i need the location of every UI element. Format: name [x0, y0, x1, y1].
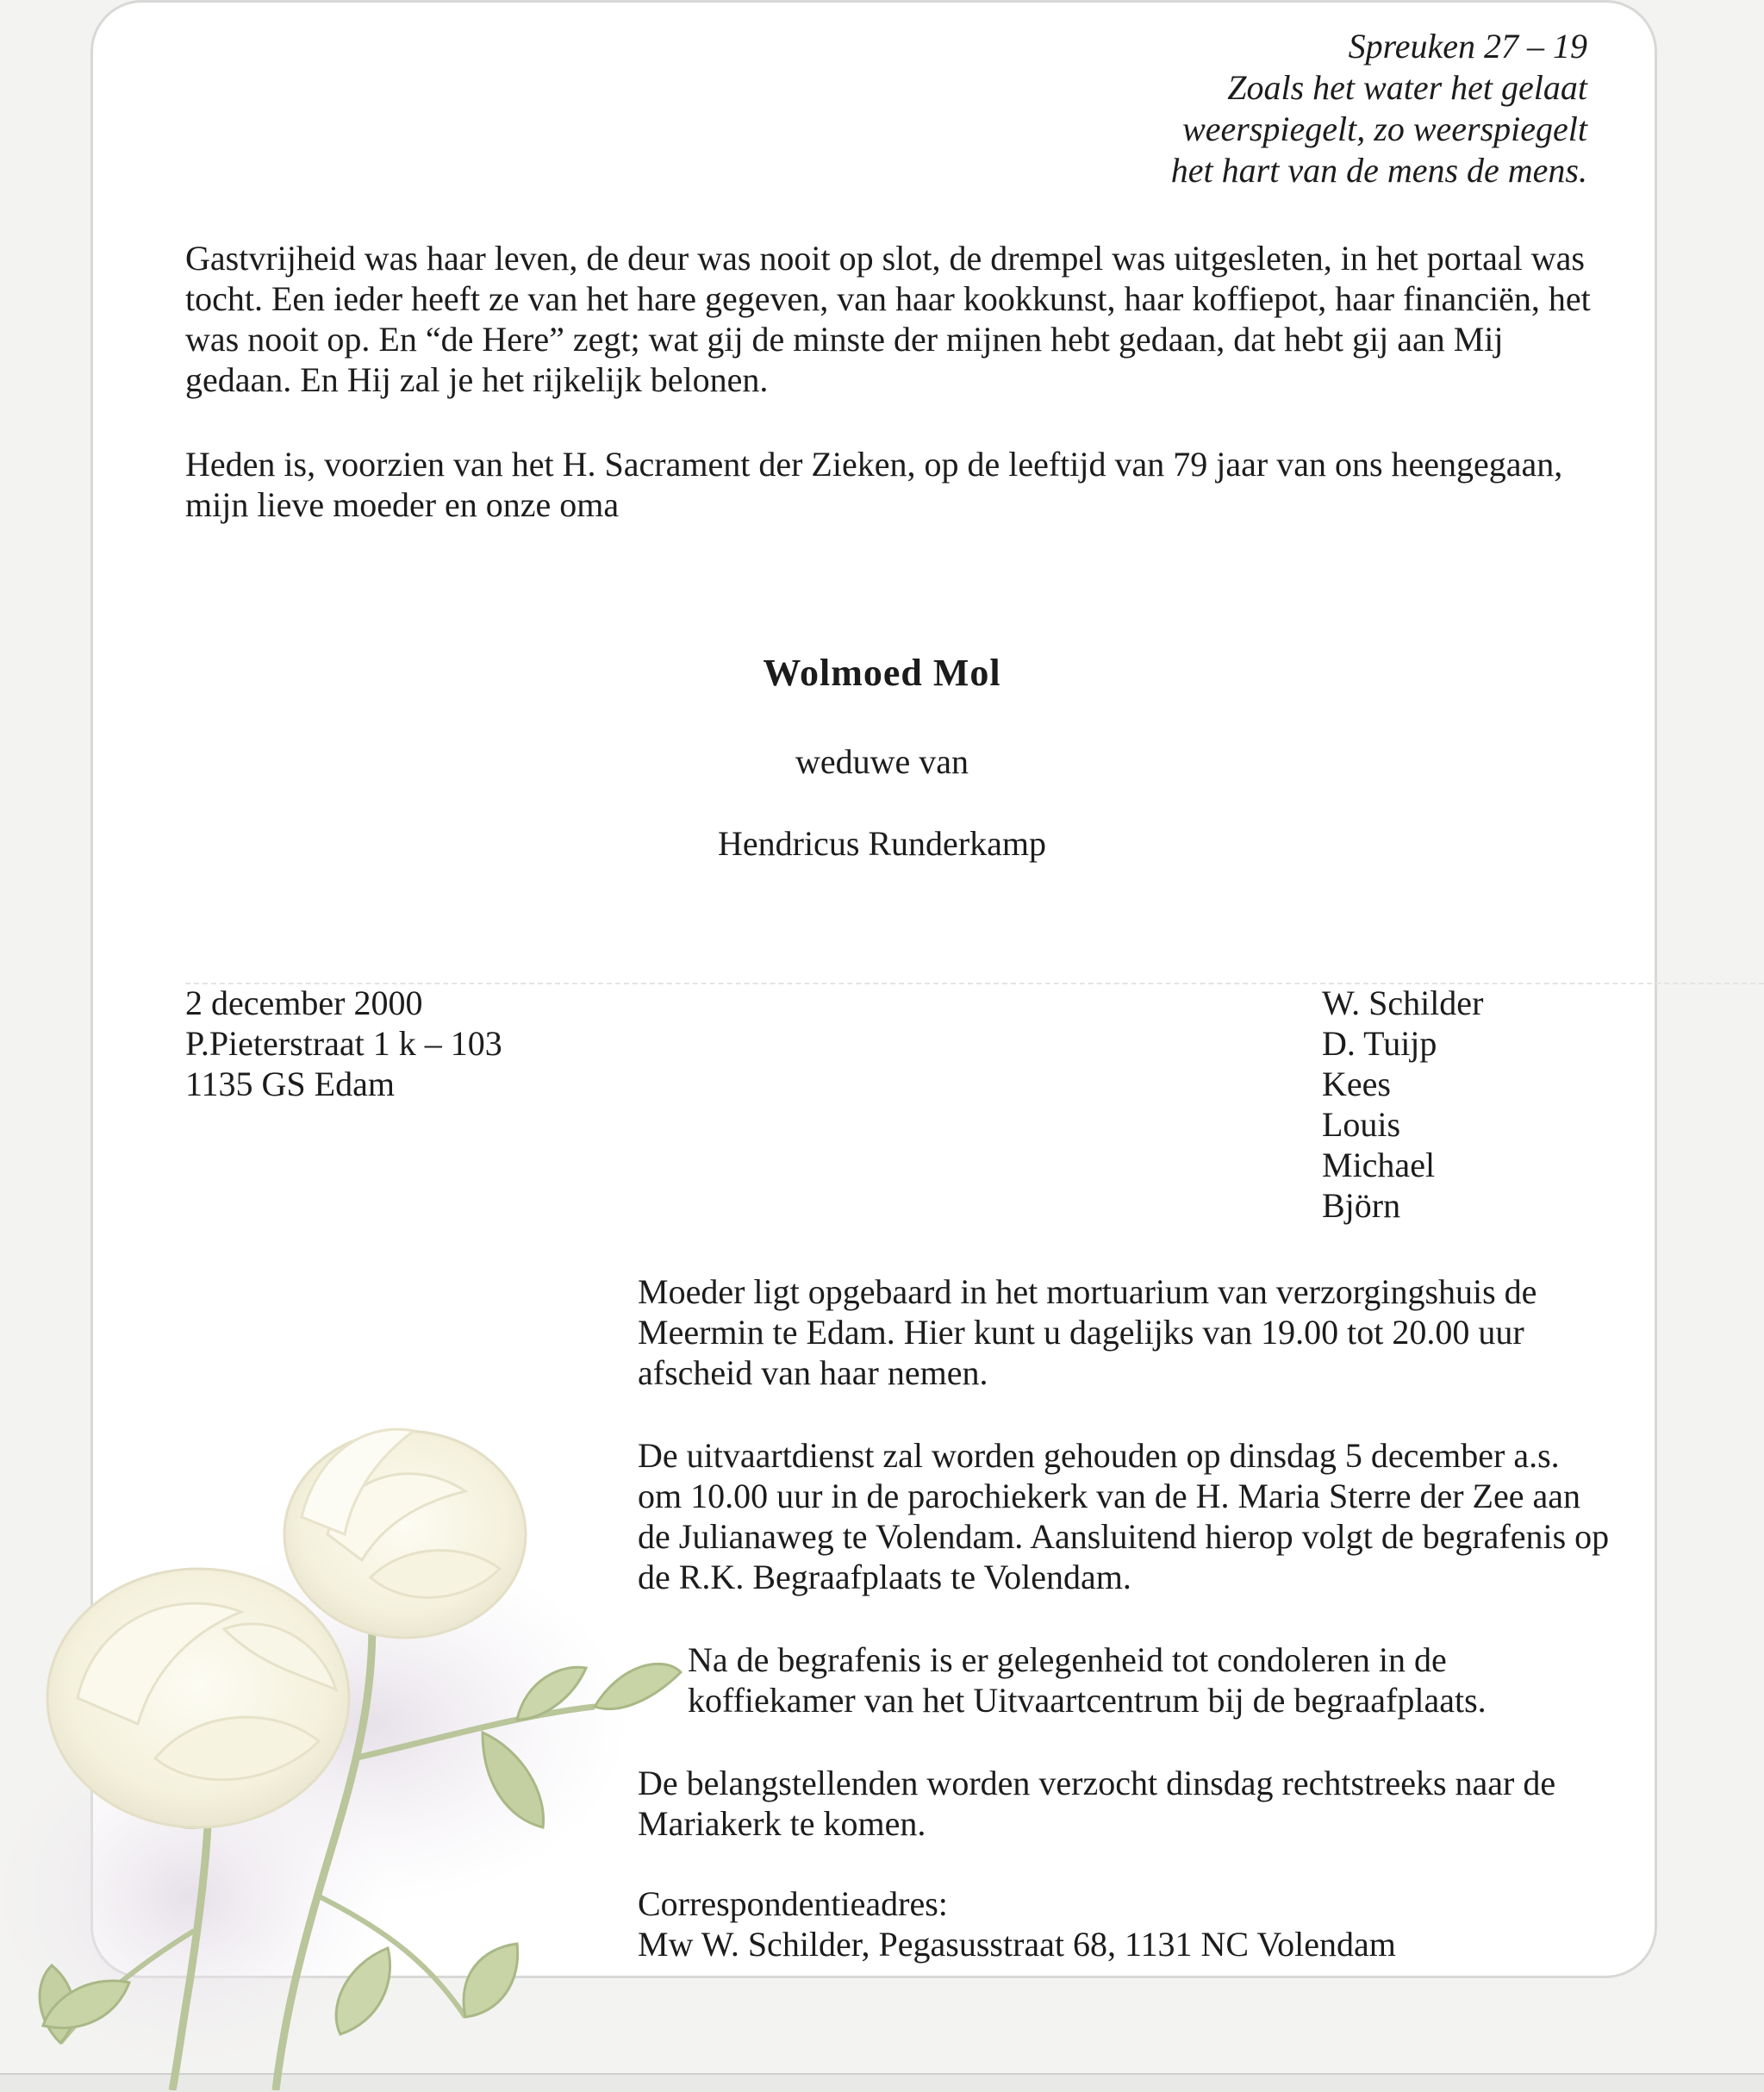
signer-name: Louis: [1322, 1105, 1401, 1144]
service-paragraph: De uitvaartdienst zal worden gehouden op dinsdag 5 december a.s. om 10.00 uur in de parochiekerk van de H. Maria Sterre der Zee aan de Julianaweg te Volendam. Aansluitend hierop volgt de begrafenis op de R.K. Begraafplaats te Volendam.: [638, 1436, 1610, 1596]
home-address: [185, 983, 702, 1104]
street-line: P.Pieterstraat 1 k – 103: [185, 1024, 502, 1063]
condolences-paragraph: Na de begrafenis is er gelegenheid tot condoleren in de koffiekamer van het Uitvaartcentrum bij de begraafplaats.: [688, 1640, 1487, 1720]
correspondence-block: [638, 1883, 1611, 1964]
correspondence-label: Correspondentieadres:: [638, 1884, 948, 1923]
signer-name: Björn: [1322, 1186, 1401, 1225]
bible-verse: [984, 26, 1587, 191]
verse-line: weerspiegelt, zo weerspiegelt: [1182, 109, 1587, 148]
deceased-name: Wolmoed Mol: [763, 652, 1001, 694]
verse-reference: Spreuken 27 – 19: [1348, 27, 1587, 66]
announcement-paragraph: Heden is, voorzien van het H. Sacrament der Zieken, op de leeftijd van 79 jaar van ons heengegaan, mijn lieve moeder en onze oma: [185, 445, 1563, 524]
verse-line: het hart van de mens de mens.: [1170, 151, 1587, 190]
rose-bloom-top: [284, 1429, 526, 1638]
signer-name: W. Schilder: [1322, 984, 1484, 1022]
leaf: [464, 1944, 518, 2017]
city-line: 1135 GS Edam: [185, 1065, 395, 1103]
date-line: 2 december 2000: [185, 984, 423, 1022]
signer-name: Michael: [1322, 1146, 1436, 1184]
signer-name: Kees: [1322, 1065, 1391, 1103]
viewing-paragraph: Moeder ligt opgebaard in het mortuarium van verzorgingshuis de Meermin te Edam. Hier kunt u dagelijks van 19.00 tot 20.00 uur afscheid van haar nemen.: [638, 1272, 1537, 1392]
rose-bloom-bottom: [47, 1569, 349, 1827]
husband-name: Hendricus Runderkamp: [717, 824, 1046, 863]
intro-paragraph: Gastvrijheid was haar leven, de deur was nooit op slot, de drempel was uitgesleten, in het portaal was tocht. Een ieder heeft ze van het hare gegeven, van haar kookkunst, haar koffiepot, haar financiën, het was nooit op. En “de Here” zegt; wat gij de minste der mijnen hebt gedaan, dat hebt gij aan Mij gedaan. En Hij zal je het rijkelijk belonen.: [185, 239, 1591, 399]
widow-of-label: weduwe van: [795, 742, 969, 781]
verse-line: Zoals het water het gelaat: [1227, 68, 1587, 107]
family-signers: [1322, 983, 1667, 1226]
correspondence-address: Mw W. Schilder, Pegasusstraat 68, 1131 NC Volendam: [638, 1925, 1396, 1964]
signer-name: D. Tuijp: [1322, 1024, 1437, 1063]
direct-to-church-paragraph: De belangstellenden worden verzocht dinsdag rechtstreeks naar de Mariakerk te komen.: [638, 1764, 1556, 1843]
white-roses-illustration: [0, 1414, 707, 2090]
